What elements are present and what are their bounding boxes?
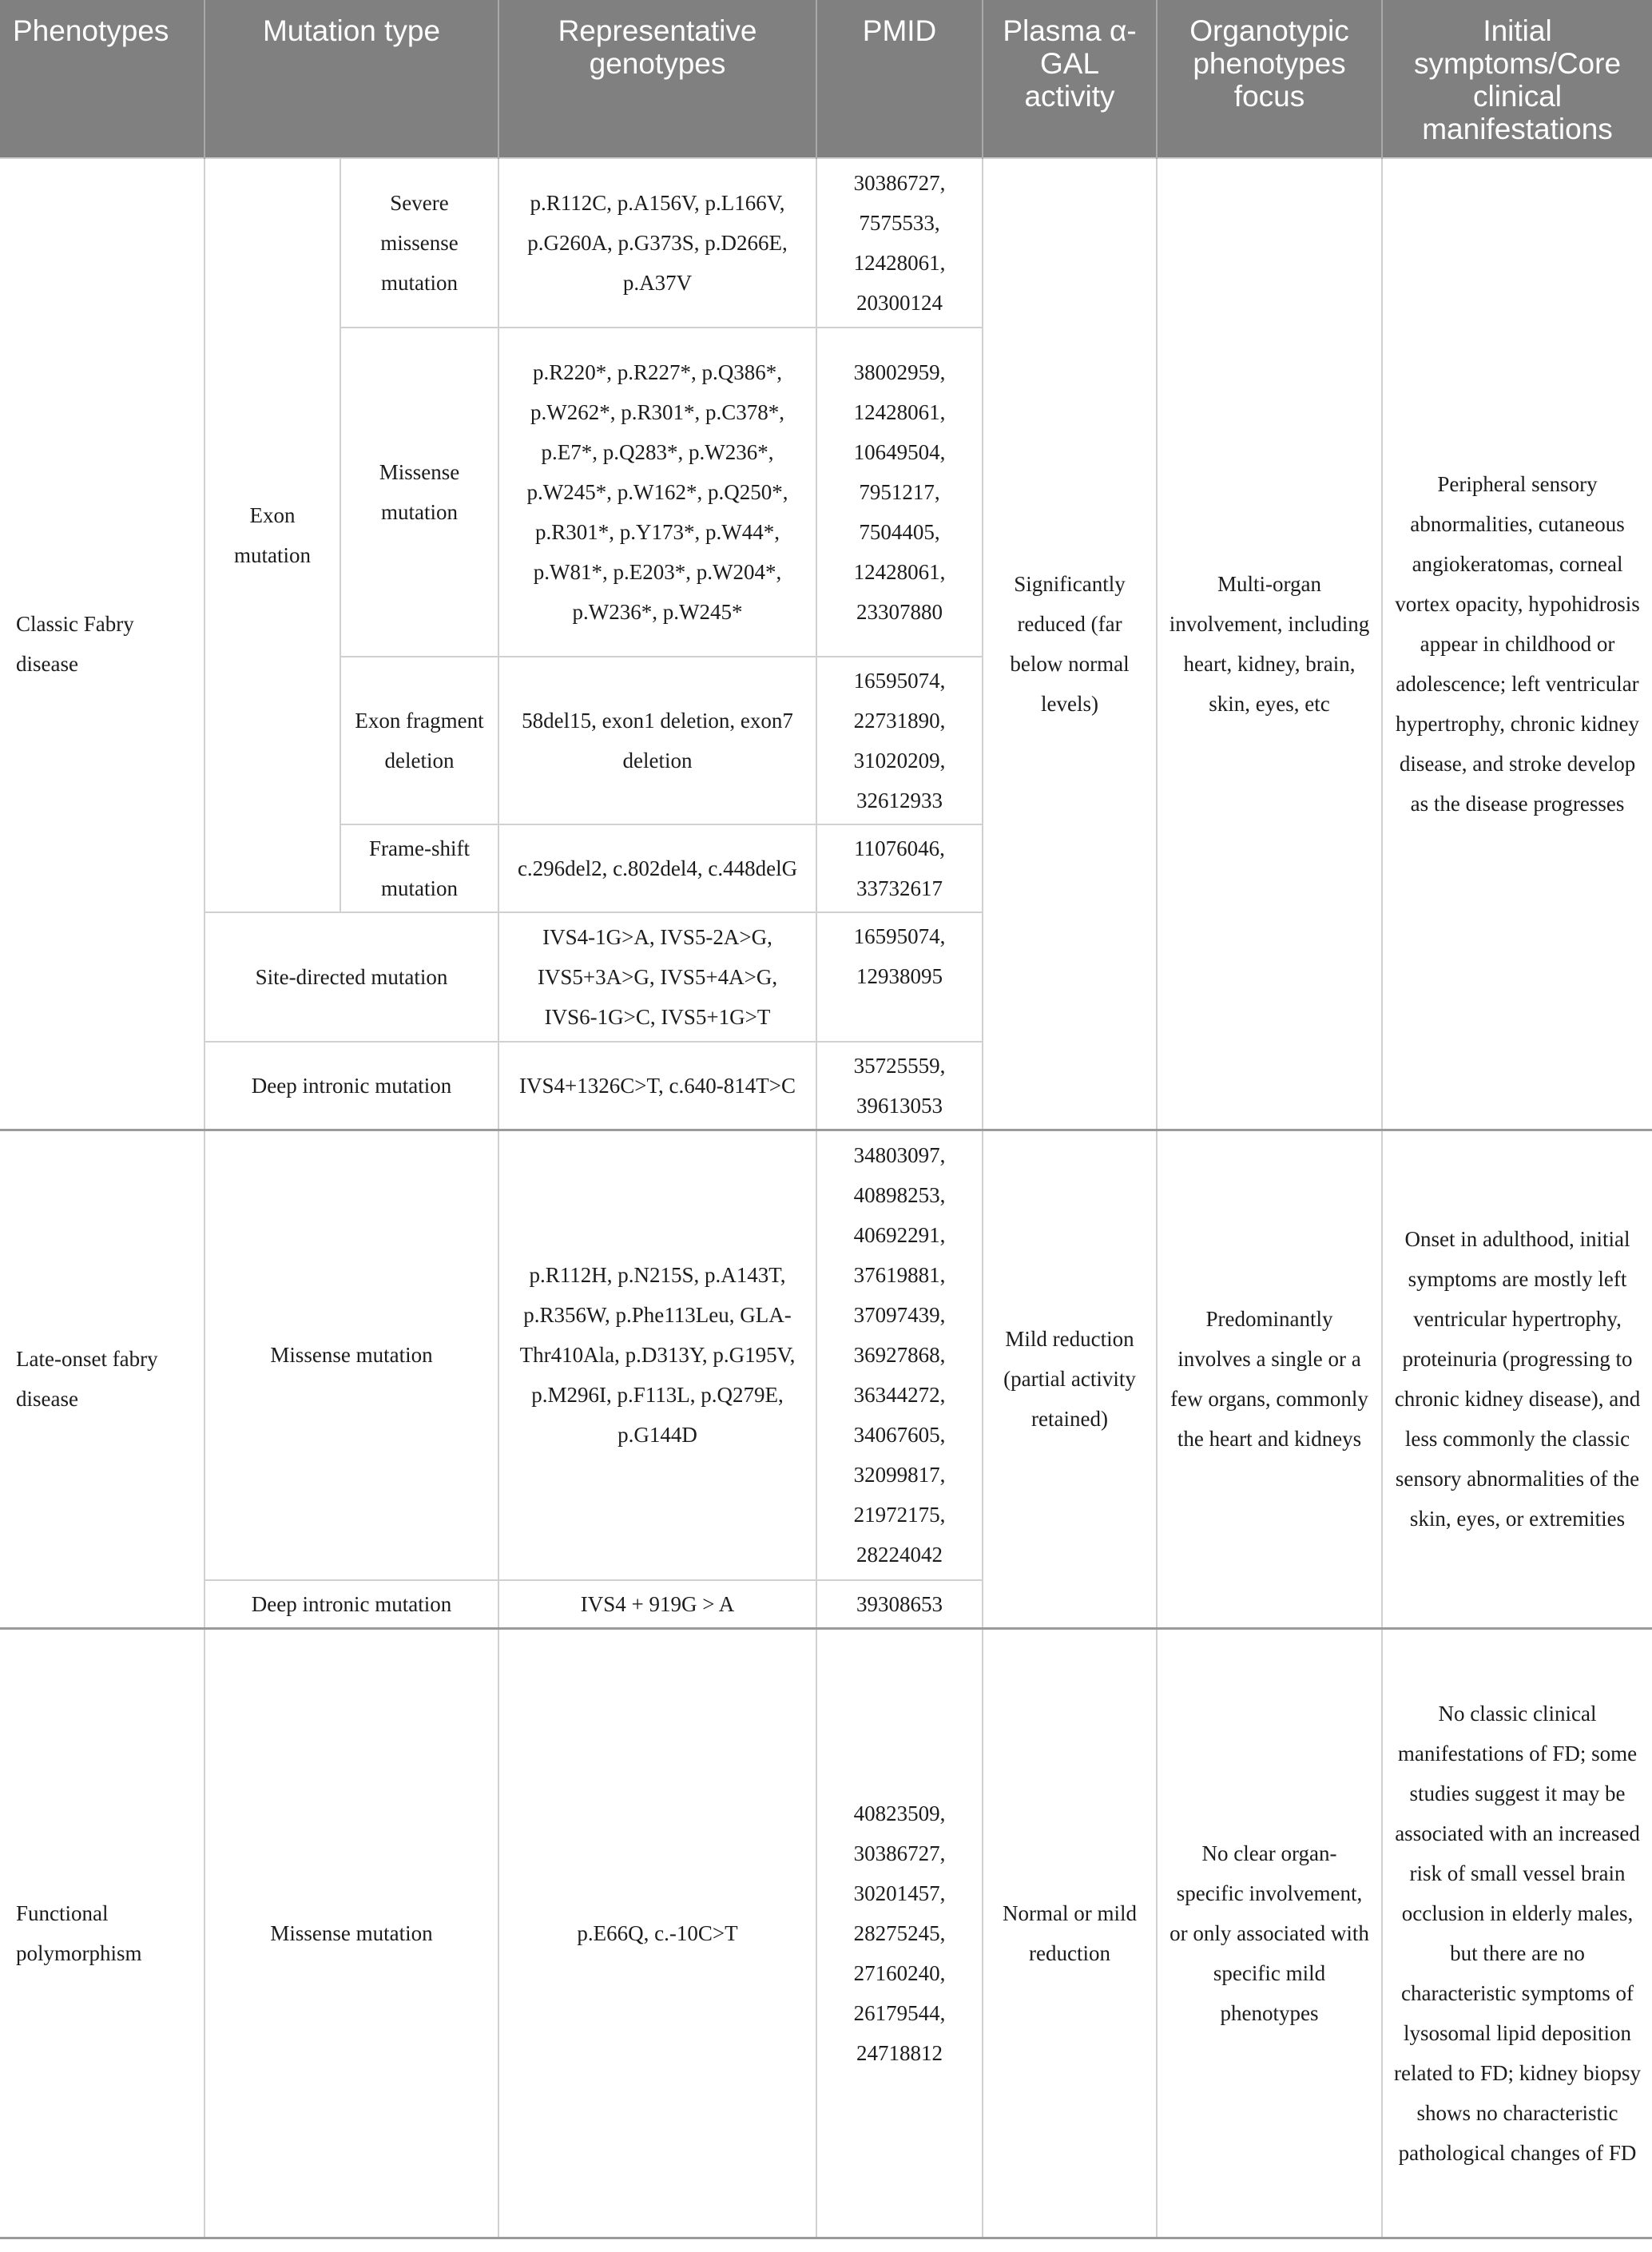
subtype-cell: Severe missense mutation xyxy=(340,158,498,328)
pmid-cell: 30386727, 7575533, 12428061, 20300124 xyxy=(816,158,983,328)
subtype-cell: Exon fragment deletion xyxy=(340,657,498,824)
phenotype-classic: Classic Fabry disease xyxy=(0,158,205,1130)
header-row xyxy=(0,0,1652,158)
header-phenotypes: Phenotypes xyxy=(0,0,205,158)
activity-functional: Normal or mild reduction xyxy=(983,1628,1157,2238)
header-mutation-type: Mutation type xyxy=(205,0,498,158)
table-row xyxy=(0,1130,1652,1580)
pmid-cell: 16595074, 12938095 xyxy=(816,912,983,1042)
genotype-cell: p.E66Q, c.-10C>T xyxy=(498,1628,816,2238)
pmid-cell: 40823509, 30386727, 30201457, 28275245, 27160240, 26179544, 24718812 xyxy=(816,1628,983,2238)
header-pmid: PMID xyxy=(816,0,983,158)
table-row xyxy=(0,1628,1652,2238)
subtype-cell: Site-directed mutation xyxy=(205,912,498,1042)
pmid-cell: 39308653 xyxy=(816,1580,983,1628)
subtype-cell: Missense mutation xyxy=(340,328,498,657)
genotype-cell: IVS4+1326C>T, c.640-814T>C xyxy=(498,1042,816,1130)
genotype-cell: IVS4-1G>A, IVS5-2A>G, IVS5+3A>G, IVS5+4A>G, IVS6-1G>C, IVS5+1G>T xyxy=(498,912,816,1042)
organs-classic: Multi-organ involvement, including heart, kidney, brain, skin, eyes, etc xyxy=(1157,158,1382,1130)
genotype-cell: p.R220*, p.R227*, p.Q386*, p.W262*, p.R301*, p.C378*, p.E7*, p.Q283*, p.W236*, p.W245*, p.W162*, p.Q250*, p.R301*, p.Y173*, p.W44*, p.W81*, p.E203*, p.W204*, p.W236*, p.W245* xyxy=(498,328,816,657)
activity-late-onset: Mild reduction (partial activity retained) xyxy=(983,1130,1157,1628)
organs-late-onset: Predominantly involves a single or a few organs, commonly the heart and kidneys xyxy=(1157,1130,1382,1628)
subtype-cell: Missense mutation xyxy=(205,1628,498,2238)
header-representative-genotypes: Representative genotypes xyxy=(498,0,816,158)
genotype-cell: c.296del2, c.802del4, c.448delG xyxy=(498,824,816,912)
subtype-cell: Deep intronic mutation xyxy=(205,1042,498,1130)
pmid-cell: 34803097, 40898253, 40692291, 37619881, 37097439, 36927868, 36344272, 34067605, 32099817, 21972175, 28224042 xyxy=(816,1130,983,1580)
header-initial-symptoms: Initial symptoms/Core clinical manifestations xyxy=(1382,0,1652,158)
symptoms-functional: No classic clinical manifestations of FD; some studies suggest it may be associated with an increased risk of small vessel brain occlusion in elderly males, but there are no characteristic symptoms of lysosomal lipid deposition related to FD; kidney biopsy shows no characteristic pathological changes of FD xyxy=(1382,1628,1652,2238)
subtype-cell: Frame-shift mutation xyxy=(340,824,498,912)
genotype-cell: p.R112H, p.N215S, p.A143T, p.R356W, p.Phe113Leu, GLA-Thr410Ala, p.D313Y, p.G195V, p.M296I, p.F113L, p.Q279E, p.G144D xyxy=(498,1130,816,1580)
mutation-exon: Exon mutation xyxy=(205,158,340,912)
pmid-cell: 38002959, 12428061, 10649504, 7951217, 7504405, 12428061, 23307880 xyxy=(816,328,983,657)
header-organotypic-focus: Organotypic phenotypes focus xyxy=(1157,0,1382,158)
symptoms-late-onset: Onset in adulthood, initial symptoms are mostly left ventricular hypertrophy, proteinuria (progressing to chronic kidney disease), and less commonly the classic sensory abnormalities of the skin, eyes, or extremities xyxy=(1382,1130,1652,1628)
genotype-cell: p.R112C, p.A156V, p.L166V, p.G260A, p.G373S, p.D266E, p.A37V xyxy=(498,158,816,328)
header-plasma-activity: Plasma α-GAL activity xyxy=(983,0,1157,158)
symptoms-classic: Peripheral sensory abnormalities, cutaneous angiokeratomas, corneal vortex opacity, hypohidrosis appear in childhood or adolescence; left ventricular hypertrophy, chronic kidney disease, and stroke develop as the disease progresses xyxy=(1382,158,1652,1130)
pmid-cell: 35725559, 39613053 xyxy=(816,1042,983,1130)
phenotype-late-onset: Late-onset fabry disease xyxy=(0,1130,205,1628)
organs-functional: No clear organ-specific involvement, or only associated with specific mild phenotypes xyxy=(1157,1628,1382,2238)
genotype-cell: IVS4 + 919G > A xyxy=(498,1580,816,1628)
subtype-cell: Deep intronic mutation xyxy=(205,1580,498,1628)
phenotype-functional: Functional polymorphism xyxy=(0,1628,205,2238)
subtype-cell: Missense mutation xyxy=(205,1130,498,1580)
genotype-cell: 58del15, exon1 deletion, exon7 deletion xyxy=(498,657,816,824)
pmid-cell: 16595074, 22731890, 31020209, 32612933 xyxy=(816,657,983,824)
pmid-cell: 11076046, 33732617 xyxy=(816,824,983,912)
table-row xyxy=(0,158,1652,328)
activity-classic: Significantly reduced (far below normal levels) xyxy=(983,158,1157,1130)
